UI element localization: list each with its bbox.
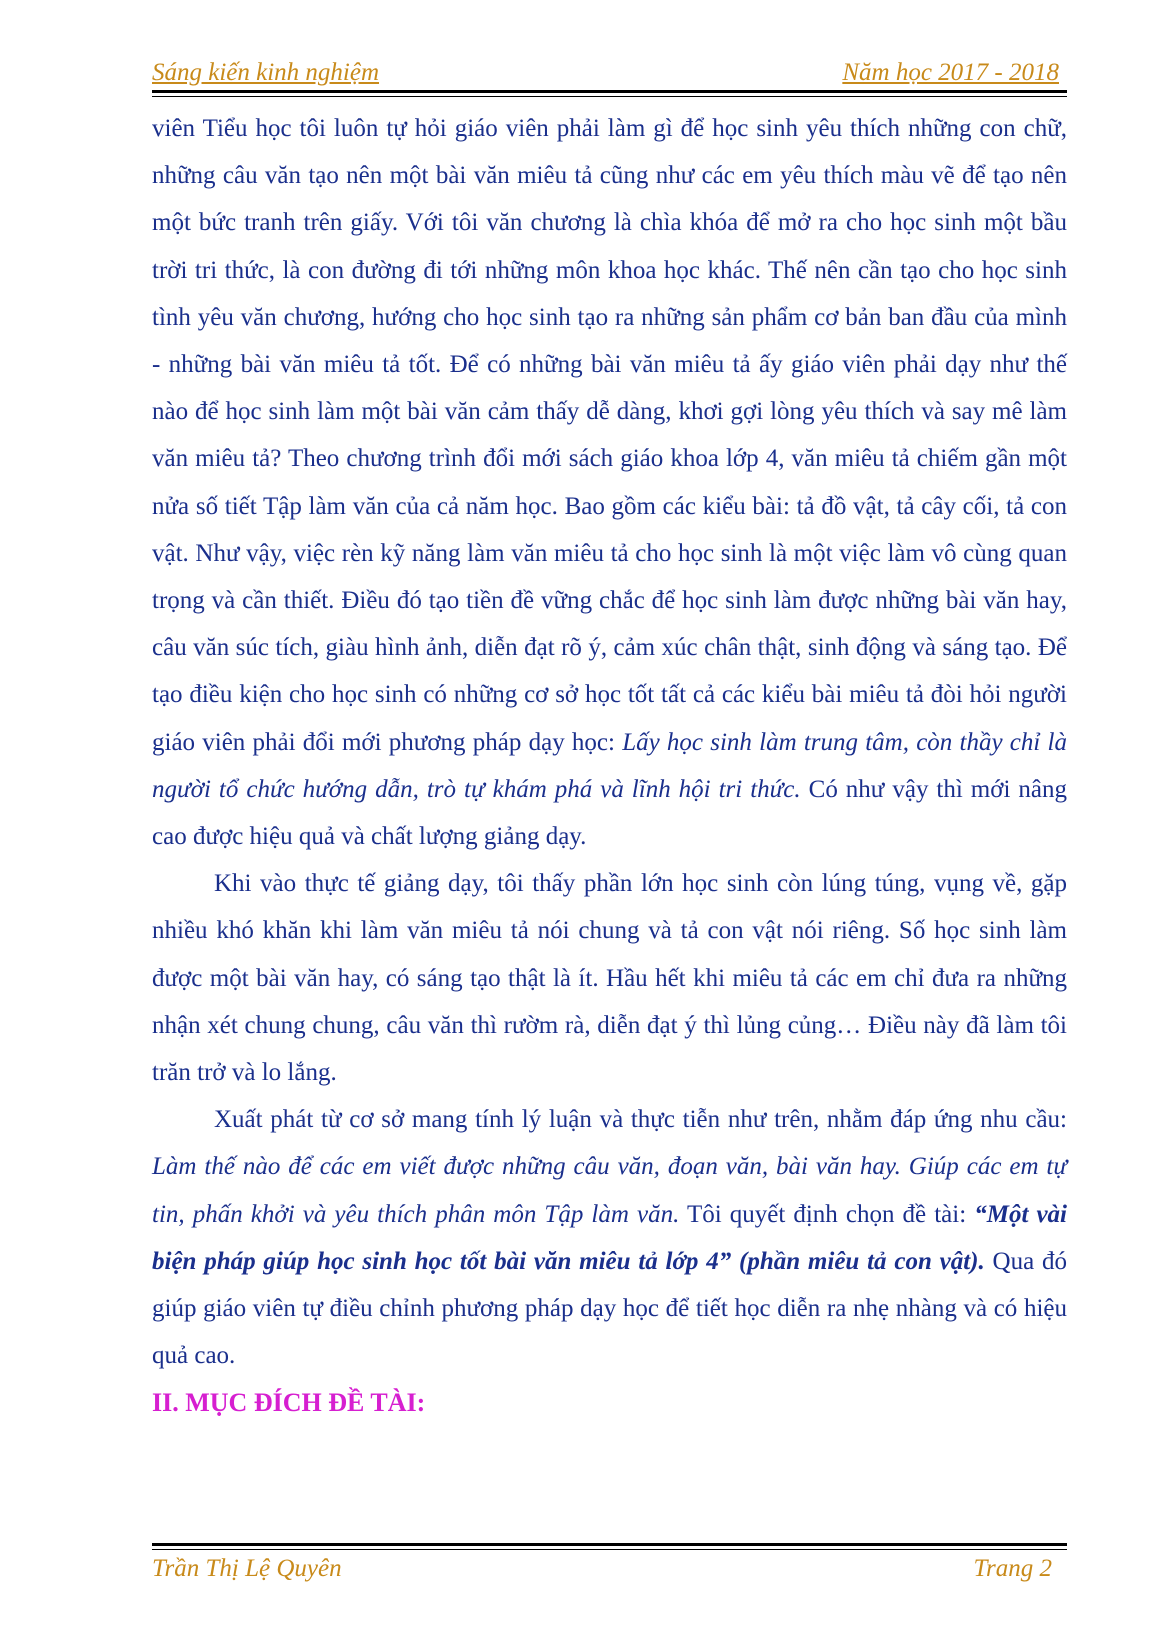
paragraph-3-end: Qua đó giúp giáo viên tự điều chỉnh phương pháp dạy học để tiết học diễn ra nhẹ nhàng và có hiệu quả cao. [152,1247,1067,1370]
footer-rule-thin [152,1549,1067,1550]
paragraph-1-italic: Lấy học sinh làm trung tâm, còn thầy chỉ là người tổ chức hướng dẫn, trò tự khám phá và lĩnh hội tri thức. [152,728,1067,803]
header-school-year: Năm học 2017 - 2018 [842,59,1059,86]
paragraph-2 [152,860,1067,1096]
header-rule-thin [152,96,1067,97]
header-rule-thick [152,90,1067,93]
paragraph-1-end: Có như vậy thì mới nâng cao được hiệu quả và chất lượng giảng dạy. [152,775,1068,851]
topic-title: “Một vài biện pháp giúp học sinh học tốt bài văn miêu tả lớp 4” (phần miêu tả con vật). [152,1200,1068,1275]
paragraph-1 [152,105,1067,860]
footer-rule-thick [152,1543,1067,1546]
page-footer [152,1555,1067,1591]
document-body [152,105,1067,1427]
paragraph-3-text: Xuất phát từ cơ sở mang tính lý luận và thực tiễn như trên, nhằm đáp ứng nhu cầu: [214,1106,1067,1134]
paragraph-3 [152,1096,1067,1379]
paragraph-1-text: viên Tiểu học tôi luôn tự hỏi giáo viên phải làm gì để học sinh yêu thích những con chữ, những câu văn tạo nên một bài văn miêu tả cũng như các em yêu thích màu vẽ để tạo nên một bức tranh trên giấy. Với tôi văn chương là chìa khóa để mở ra cho học sinh một bầu trời tri thức, là con đường đi tới những môn khoa học khác. Thế nên cần tạo cho học sinh tình yêu văn chương, hướng cho học sinh tạo ra những sản phẩm cơ bản ban đầu của mình - những bài văn miêu tả tốt. Để có những bài văn miêu tả ấy giáo viên phải dạy như thế nào để học sinh làm một bài văn cảm thấy dễ dàng, khơi gợi lòng yêu thích và say mê làm văn miêu tả? Theo chương trình đổi mới sách giáo khoa lớp 4, văn miêu tả chiếm gần một nửa số tiết Tập làm văn của cả năm học. Bao gồm các kiểu bài: tả đồ vật, tả cây cối, tả con vật. Như vậy, việc rèn kỹ năng làm văn miêu tả cho học sinh là một việc làm vô cùng quan trọng và cần thiết. Điều đó tạo tiền đề vững chắc để học sinh làm được những bài văn hay, câu văn súc tích, giàu hình ảnh, diễn đạt rõ ý, cảm xúc chân thật, sinh động và sáng tạo. Để tạo điều kiện cho học sinh có những cơ sở học tốt tất cả các kiểu bài miêu tả đòi hỏi người giáo viên phải đổi mới phương pháp dạy học: [152,115,1067,756]
paragraph-3-italic: Làm thế nào để các em viết được những câu văn, đoạn văn, bài văn hay. Giúp các em tự tin, phấn khởi và yêu thích phân môn Tập làm văn. [152,1153,1067,1228]
footer-page-number: Trang 2 [973,1555,1052,1582]
header-title: Sáng kiến kinh nghiệm [152,59,380,86]
page-header [152,55,1067,89]
paragraph-3-mid: Tôi quyết định chọn đề tài: [679,1200,975,1228]
footer-author: Trần Thị Lệ Quyên [152,1555,342,1582]
section-heading: II. MỤC ĐÍCH ĐỀ TÀI: [152,1388,426,1418]
paragraph-2-text: Khi vào thực tế giảng dạy, tôi thấy phần lớn học sinh còn lúng túng, vụng về, gặp nhiều khó khăn khi làm văn miêu tả nói chung và tả con vật nói riêng. Số học sinh làm được một bài văn hay, có sáng tạo thật là ít. Hầu hết khi miêu tả các em chỉ đưa ra những nhận xét chung chung, câu văn thì rườm rà, diễn đạt ý thì lủng củng… Điều này đã làm tôi trăn trở và lo lắng. [152,870,1067,1087]
